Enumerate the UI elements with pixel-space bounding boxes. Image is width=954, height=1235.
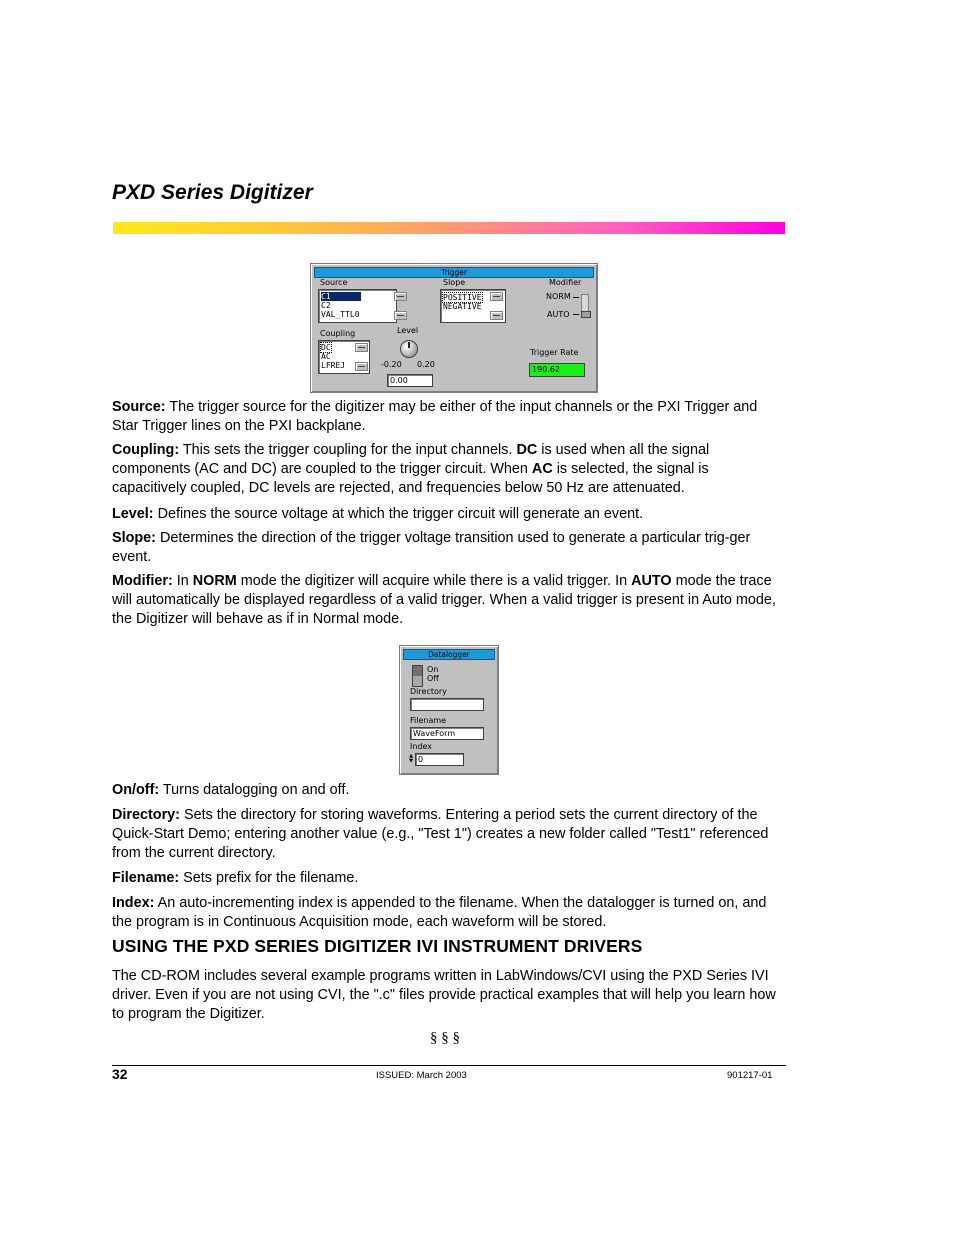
index-term: Index: — [112, 895, 155, 911]
source-description — [112, 398, 786, 436]
source-label: Source — [320, 278, 348, 287]
source-scroll-down-button[interactable] — [394, 311, 407, 320]
filename-label: Filename — [410, 716, 447, 725]
modifier-text-3: mode the trace will automatically be displayed regardless of a valid trigger. When a valid trigger is present in Auto mode, the Digitizer will behave as if in Normal mode. — [112, 573, 776, 627]
source-item-c1[interactable]: C1 — [321, 292, 361, 301]
modifier-text-1: In — [172, 573, 193, 589]
filename-description — [112, 869, 786, 888]
modifier-auto-label: AUTO — [547, 310, 570, 319]
modifier-term: Modifier: — [112, 573, 173, 589]
coupling-term: Coupling: — [112, 442, 180, 458]
modifier-switch[interactable] — [581, 294, 589, 318]
filename-field[interactable]: WaveForm — [410, 727, 484, 740]
datalogger-toggle-lever[interactable] — [413, 666, 422, 676]
onoff-term: On/off: — [112, 782, 160, 798]
modifier-auto-tick — [573, 314, 579, 315]
filename-text: Sets prefix for the filename. — [179, 870, 359, 886]
directory-description — [112, 806, 786, 863]
section-end-symbols: § § § — [430, 1030, 460, 1046]
index-description — [112, 894, 786, 932]
coupling-item-ac[interactable]: AC — [321, 352, 331, 361]
level-min-label: -0.20 — [381, 360, 402, 369]
level-label: Level — [397, 326, 419, 335]
datalogger-on-off-toggle[interactable] — [412, 665, 423, 687]
source-term: Source: — [112, 399, 166, 415]
directory-term: Directory: — [112, 807, 180, 823]
level-max-label: 0.20 — [417, 360, 435, 369]
index-label: Index — [410, 742, 433, 751]
modifier-norm-label: NORM — [546, 292, 571, 301]
coupling-label: Coupling — [320, 329, 356, 338]
off-label: Off — [427, 674, 439, 683]
slope-term: Slope: — [112, 530, 156, 546]
source-listbox[interactable] — [318, 289, 397, 323]
datalogger-panel-title: Datalogger — [403, 649, 495, 660]
datalogger-panel — [399, 645, 499, 775]
source-text: The trigger source for the digitizer may be either of the input channels or the PXI Trigger and Star Trigger lines on the PXI backplane. — [112, 399, 758, 434]
footer-page-number: 32 — [112, 1066, 128, 1082]
title-gradient-bar — [113, 222, 785, 234]
coupling-text-1: This sets the trigger coupling for the input channels. — [179, 442, 517, 458]
trigger-panel-title: Trigger — [314, 267, 594, 278]
directory-field[interactable] — [410, 698, 484, 711]
index-spinner-icon[interactable]: ▲ ▼ — [409, 753, 413, 764]
slope-item-negative[interactable]: NEGATIVE — [443, 302, 482, 311]
coupling-ac-term: AC — [531, 461, 553, 477]
slope-label: Slope — [443, 278, 466, 287]
directory-text: Sets the directory for storing waveforms. Entering a period sets the current directory of the Quick-Start Demo; entering another value (e.g., "Test 1") creates a new folder called "Test1" referenced from the current directory. — [112, 807, 769, 861]
coupling-item-dc[interactable]: DC — [321, 343, 331, 352]
slope-text: Determines the direction of the trigger voltage transition used to generate a particular trig-ger event. — [112, 530, 751, 565]
trigger-rate-label: Trigger Rate — [530, 348, 579, 357]
directory-label: Directory — [410, 687, 447, 696]
coupling-description — [112, 441, 786, 498]
modifier-norm-term: NORM — [192, 573, 237, 589]
index-field[interactable]: 0 — [415, 753, 464, 766]
trigger-rate-display: 190.62 — [529, 363, 585, 377]
footer-doc-number: 901217-01 — [727, 1070, 773, 1081]
slope-item-positive[interactable]: POSITIVE — [443, 293, 482, 302]
modifier-norm-tick — [573, 297, 579, 298]
level-knob[interactable] — [400, 340, 418, 358]
slope-scroll-down-button[interactable] — [490, 311, 503, 320]
section-body: The CD-ROM includes several example programs written in LabWindows/CVI using the PXD Series IVI driver. Even if you are not using CVI, the ".c" files provide practical examples that will help you learn how to program the Digitizer. — [112, 968, 776, 1022]
modifier-label: Modifier — [549, 278, 582, 287]
level-value-field[interactable]: 0.00 — [387, 374, 433, 387]
modifier-switch-thumb[interactable] — [581, 311, 591, 318]
coupling-text-2: is used when all the signal components (AC and DC) are coupled to the trigger circuit. When — [112, 442, 710, 477]
slope-description — [112, 529, 786, 567]
coupling-dc-term: DC — [516, 442, 538, 458]
level-term: Level: — [112, 506, 154, 522]
onoff-description — [112, 781, 786, 800]
source-item-c2[interactable]: C2 — [321, 301, 331, 310]
coupling-text-3: is selected, the signal is capacitively coupled, DC levels are rejected, and frequencies below 50 Hz are attenuated. — [112, 461, 709, 496]
source-item-val-ttl0[interactable]: VAL_TTL0 — [321, 310, 360, 319]
index-text: An auto-incrementing index is appended to the filename. When the datalogger is turned on, and the program is in Continuous Acquisition mode, each waveform will be stored. — [112, 895, 767, 930]
coupling-item-lfrej[interactable]: LFREJ — [321, 361, 346, 370]
modifier-text-2: mode the digitizer will acquire while there is a valid trigger. In — [236, 573, 632, 589]
level-text: Defines the source voltage at which the trigger circuit will generate an event. — [153, 506, 644, 522]
page-title: PXD Series Digitizer — [112, 181, 313, 204]
modifier-description — [112, 572, 786, 629]
coupling-scroll-down-button[interactable] — [355, 362, 368, 371]
level-description — [112, 505, 786, 524]
on-label: On — [427, 665, 439, 674]
source-scroll-up-button[interactable] — [394, 292, 407, 301]
modifier-auto-term: AUTO — [631, 573, 672, 589]
onoff-text: Turns datalogging on and off. — [159, 782, 350, 798]
slope-scroll-up-button[interactable] — [490, 292, 503, 301]
footer-issued: ISSUED: March 2003 — [376, 1070, 467, 1081]
filename-term: Filename: — [112, 870, 180, 886]
trigger-panel — [310, 263, 598, 393]
section-heading: USING THE PXD SERIES DIGITIZER IVI INSTRUMENT DRIVERS — [112, 936, 643, 956]
coupling-scroll-up-button[interactable] — [355, 343, 368, 352]
footer-rule — [112, 1065, 786, 1066]
